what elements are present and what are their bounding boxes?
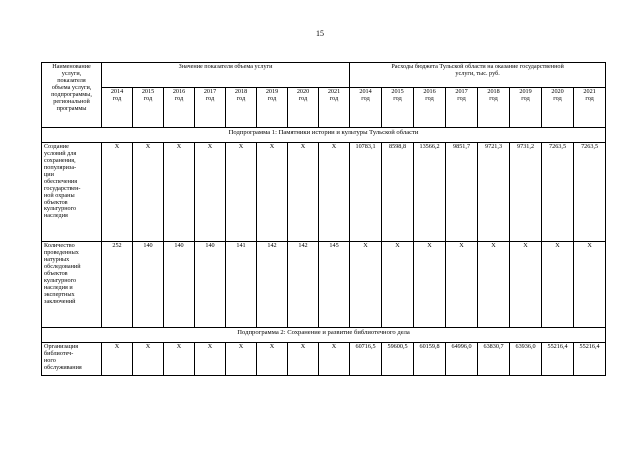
volume-cell: X [133, 143, 164, 242]
row-name: Количество проведенных натурных обследований объектов культурного наследия и экспертных заключений [42, 242, 102, 328]
header-volume-group: Значение показателя объема услуги [102, 63, 350, 88]
row-name: Создание условий для сохранения, популяриза- ции обеспечения государствен- ной охраны объектов культурного наследия [42, 143, 102, 242]
header-year: 2021 год [319, 88, 350, 128]
volume-cell: 140 [133, 242, 164, 328]
header-year: 2015 год [382, 88, 414, 128]
volume-cell: X [257, 343, 288, 376]
volume-cell: X [195, 143, 226, 242]
expense-cell: 7263,5 [574, 143, 606, 242]
volume-cell: X [288, 143, 319, 242]
volume-cell: 252 [102, 242, 133, 328]
header-expense-group: Расходы бюджета Тульской области на оказание государственной услуги, тыс. руб. [350, 63, 606, 88]
expense-cell: X [542, 242, 574, 328]
header-row-years [42, 88, 606, 128]
header-year: 2020 год [288, 88, 319, 128]
header-name-cell: Наименование услуги, показателя объема услуги, подпрограммы, региональной программы [42, 63, 102, 128]
expense-cell: 7263,5 [542, 143, 574, 242]
subprogram-row [42, 128, 606, 143]
volume-cell: 145 [319, 242, 350, 328]
subprogram-row [42, 328, 606, 343]
expense-cell: 63830,7 [478, 343, 510, 376]
header-year: 2019 год [510, 88, 542, 128]
expense-cell: 64996,0 [446, 343, 478, 376]
expense-cell: 55216,4 [574, 343, 606, 376]
header-year: 2016 год [164, 88, 195, 128]
subprogram-title: Подпрограмма 2: Сохранение и развитие библиотечного дела [42, 328, 606, 343]
volume-cell: 142 [288, 242, 319, 328]
volume-cell: X [102, 343, 133, 376]
header-year: 2018 год [226, 88, 257, 128]
expense-cell: 59600,5 [382, 343, 414, 376]
header-year: 2021 год [574, 88, 606, 128]
volume-cell: X [133, 343, 164, 376]
expense-cell: 9851,7 [446, 143, 478, 242]
subprogram-title: Подпрограмма 1: Памятники истории и культуры Тульской области [42, 128, 606, 143]
table-row [42, 242, 606, 328]
header-year: 2014 год [102, 88, 133, 128]
expense-cell: 9721,3 [478, 143, 510, 242]
header-row-groups [42, 63, 606, 88]
volume-cell: X [164, 343, 195, 376]
header-year: 2017 год [195, 88, 226, 128]
volume-cell: 141 [226, 242, 257, 328]
header-year: 2020 год [542, 88, 574, 128]
header-year: 2019 год [257, 88, 288, 128]
table-row [42, 343, 606, 376]
expense-cell: 63936,0 [510, 343, 542, 376]
volume-cell: X [319, 143, 350, 242]
expense-cell: 60159,8 [414, 343, 446, 376]
expense-cell: 8598,8 [382, 143, 414, 242]
volume-cell: X [319, 343, 350, 376]
volume-cell: X [257, 143, 288, 242]
header-year: 2018 год [478, 88, 510, 128]
expense-cell: 13566,2 [414, 143, 446, 242]
header-year: 2017 год [446, 88, 478, 128]
row-name: Организация библиотеч- ного обслуживания [42, 343, 102, 376]
header-year: 2014 год [350, 88, 382, 128]
volume-cell: X [102, 143, 133, 242]
services-table [41, 62, 606, 376]
volume-cell: X [288, 343, 319, 376]
expense-cell: 60716,5 [350, 343, 382, 376]
expense-cell: 10783,1 [350, 143, 382, 242]
table-row [42, 143, 606, 242]
expense-cell: X [574, 242, 606, 328]
volume-cell: X [195, 343, 226, 376]
volume-cell: X [226, 343, 257, 376]
expense-cell: X [510, 242, 542, 328]
volume-cell: 142 [257, 242, 288, 328]
volume-cell: X [226, 143, 257, 242]
volume-cell: 140 [195, 242, 226, 328]
expense-cell: X [478, 242, 510, 328]
expense-cell: X [414, 242, 446, 328]
volume-cell: X [164, 143, 195, 242]
header-year: 2015 год [133, 88, 164, 128]
expense-cell: 55216,4 [542, 343, 574, 376]
expense-cell: 9731,2 [510, 143, 542, 242]
page-number: 15 [316, 29, 324, 38]
expense-cell: X [350, 242, 382, 328]
expense-cell: X [446, 242, 478, 328]
expense-cell: X [382, 242, 414, 328]
header-year: 2016 год [414, 88, 446, 128]
volume-cell: 140 [164, 242, 195, 328]
